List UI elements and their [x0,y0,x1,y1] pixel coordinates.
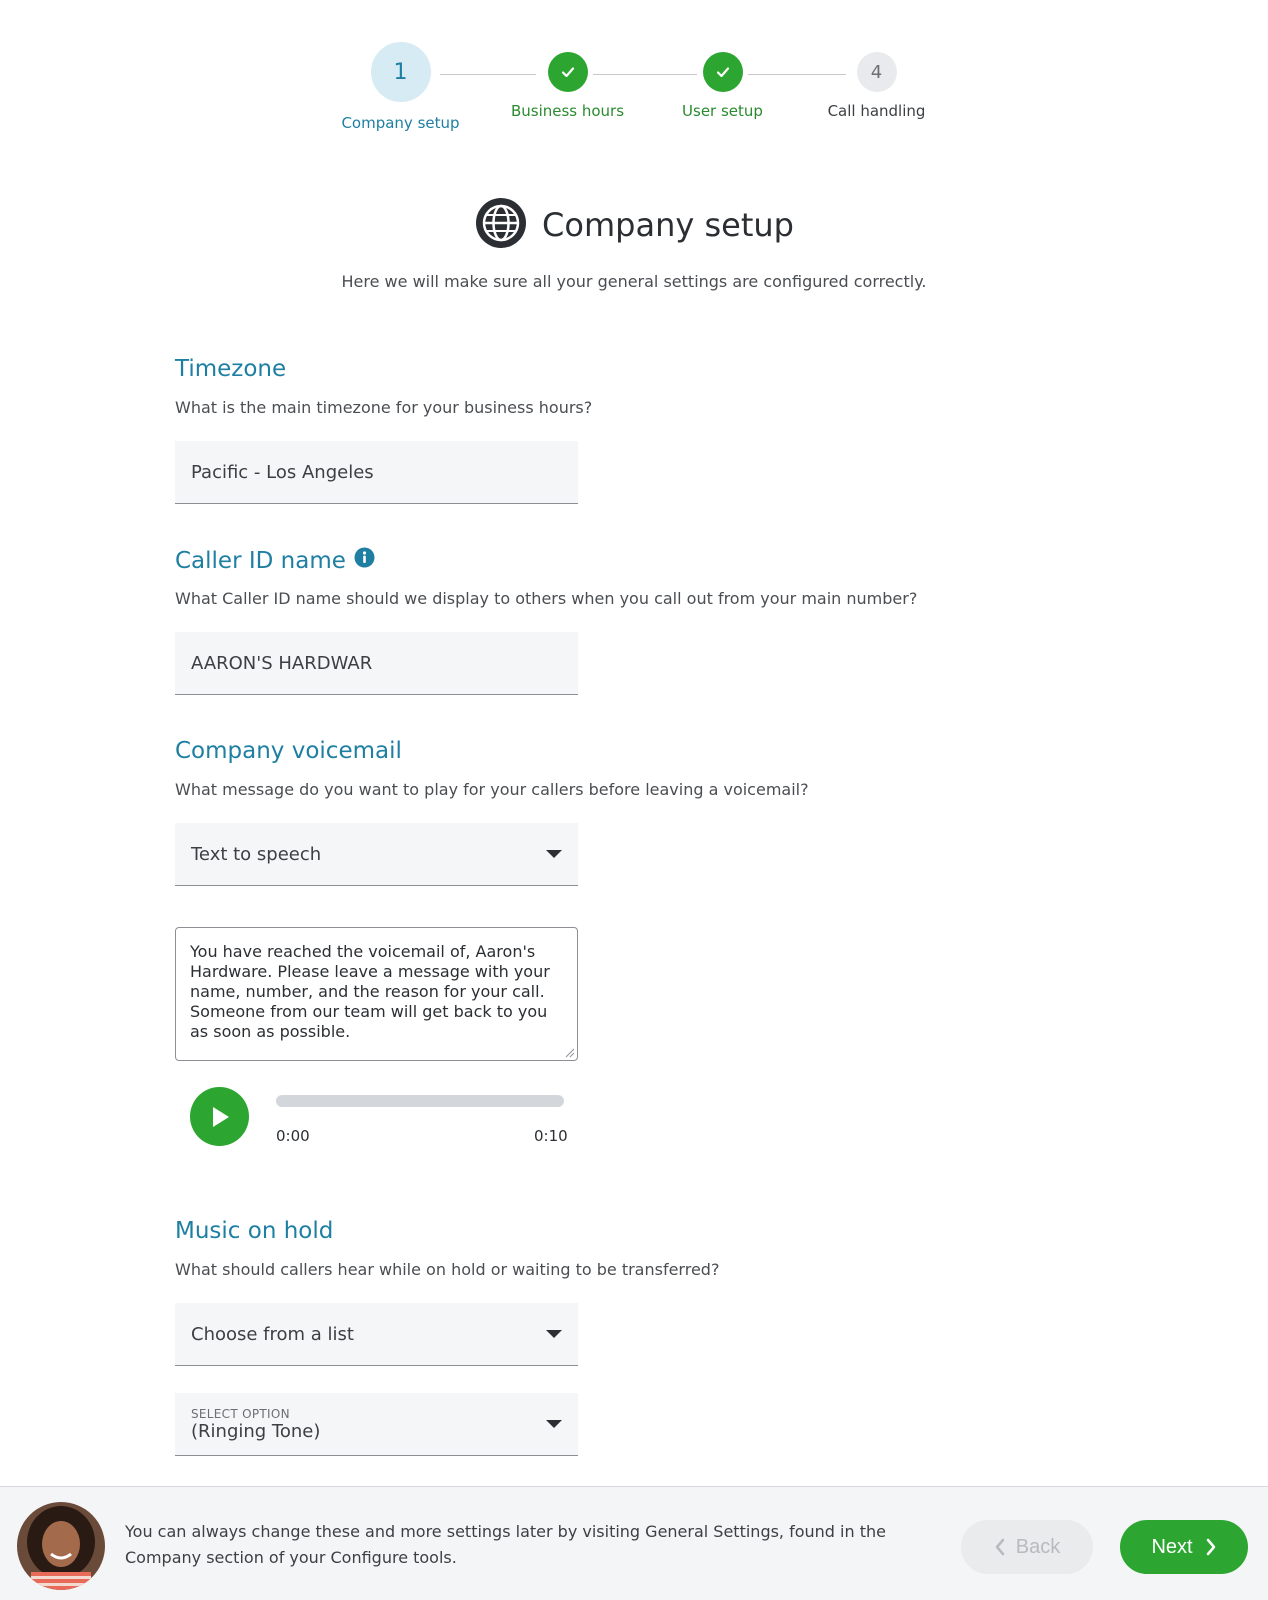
progress-stepper [0,0,1268,150]
voicemail-description: What message do you want to play for your callers before leaving a voicemail? [175,780,809,799]
music-option-select[interactable] [175,1393,578,1456]
page-title: Company setup [542,206,794,244]
voicemail-title [175,738,402,764]
section-heading: Music on hold [175,1218,334,1244]
footer-tip: You can always change these and more settings later by visiting General Settings, found in the Company section of your Configure tools. [125,1522,886,1567]
chevron-left-icon [994,1538,1006,1556]
check-icon [703,52,743,92]
info-icon[interactable] [354,547,375,574]
step-user-setup[interactable] [660,52,785,120]
timezone-title [175,356,286,382]
music-on-hold-description: What should callers hear while on hold or waiting to be transferred? [175,1260,720,1279]
play-button[interactable] [190,1087,249,1146]
voicemail-type-select[interactable] [175,823,578,886]
duration-time: 0:10 [534,1127,568,1145]
check-icon [548,52,588,92]
timezone-input[interactable] [175,441,578,504]
section-heading: Company voicemail [175,738,402,764]
back-label: Back [1015,1535,1061,1558]
step-business-hours[interactable] [505,52,630,120]
step-number-badge: 1 [371,42,431,102]
voicemail-type-value: Text to speech [191,843,322,865]
footer-bar [0,1486,1268,1600]
music-source-select[interactable] [175,1303,578,1366]
back-button[interactable] [961,1520,1093,1574]
music-option-content [191,1407,546,1442]
caller-id-description: What Caller ID name should we display to others when you call out from your main number? [175,589,918,608]
music-option-label: SELECT OPTION [191,1406,290,1421]
step-label: User setup [682,102,763,120]
step-label: Call handling [827,102,926,120]
step-number-badge: 4 [857,52,897,92]
current-time: 0:00 [276,1127,310,1145]
chevron-down-icon [546,1330,562,1338]
page-header [0,196,1268,254]
section-heading: Caller ID name [175,547,346,574]
chevron-down-icon [546,850,562,858]
step-company-setup[interactable] [338,42,463,132]
voicemail-message-textarea[interactable] [175,927,578,1061]
resize-handle-icon[interactable] [565,1048,575,1058]
next-label: Next [1151,1535,1193,1558]
globe-icon [474,196,528,254]
voicemail-message-text: You have reached the voicemail of, Aaron's Hardware. Please leave a message with your name, number, and the reason for your call. Someone from our team will get back to you as soon as possible. [190,942,550,1041]
chevron-right-icon [1205,1538,1217,1556]
music-option-value: (Ringing Tone) [191,1420,321,1442]
caller-id-value: AARON'S HARDWAR [191,652,373,674]
caller-id-input[interactable] [175,632,578,695]
chevron-down-icon [546,1420,562,1428]
timezone-description: What is the main timezone for your business hours? [175,398,593,417]
play-icon [209,1105,231,1129]
step-call-handling[interactable] [814,52,939,120]
music-on-hold-title [175,1218,333,1244]
section-heading: Timezone [175,356,287,382]
step-label: Business hours [510,102,625,120]
page-subtitle: Here we will make sure all your general settings are configured correctly. [341,272,927,291]
music-source-value: Choose from a list [191,1323,354,1345]
avatar [17,1502,105,1590]
step-label: Company setup [341,114,460,132]
caller-id-title [175,547,375,574]
audio-progress-bar[interactable] [276,1095,564,1107]
timezone-value: Pacific - Los Angeles [191,461,374,483]
next-button[interactable] [1120,1520,1248,1574]
